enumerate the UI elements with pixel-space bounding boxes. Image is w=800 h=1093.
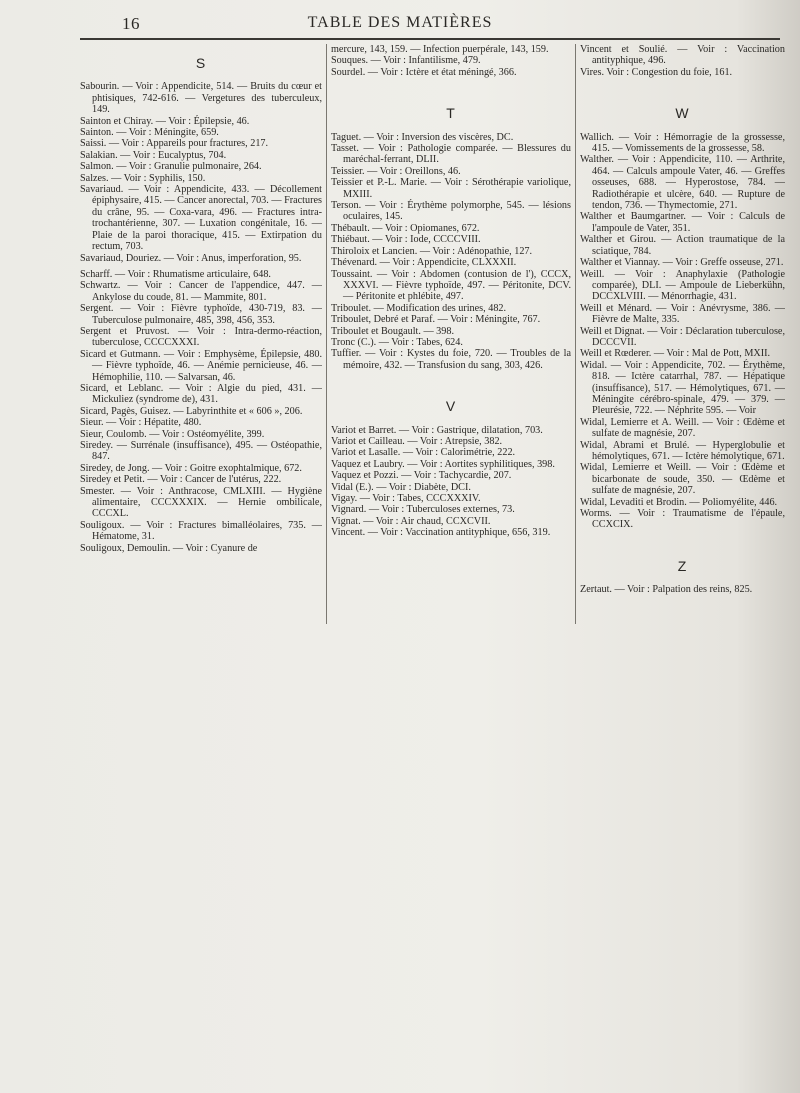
section-letter-heading: T [446, 105, 456, 122]
index-entry: Vires. Voir : Congestion du foie, 161. [580, 66, 733, 78]
index-entry: Toussaint. — Voir : Abdomen (contusion de l'), CCCX, XXXVI. — Fièvre typhoïde, 497. — Péritonite, DCV. — Péritonite et phlébite, 497. [331, 268, 571, 303]
section-spacer [580, 78, 785, 94]
index-column-1 [80, 44, 322, 554]
index-entry: Widal, Lemierre et A. Weill. — Voir : Œdème et sulfate de magnésie, 207. [580, 416, 785, 440]
index-entry: Vaquez et Pozzi. — Voir : Tachycardie, 207. [331, 470, 512, 482]
index-entry: Salmon. — Voir : Granulie pulmonaire, 264. [80, 161, 262, 173]
page-number: 16 [122, 14, 140, 33]
index-entry: Thévenard. — Voir : Appendicite, CLXXXII. [331, 257, 517, 269]
index-entry: Triboulet et Bougault. — 398. [331, 325, 455, 337]
section-letter-heading: V [445, 398, 457, 415]
index-entry: Siredey. — Surrénale (insuffisance), 495. — Ostéopathie, 847. [80, 440, 322, 463]
index-entry: Teissier et P.-L. Marie. — Voir : Sérothérapie variolique, MXIII. [331, 177, 571, 200]
index-entry: Siredey et Petit. — Voir : Cancer de l'utérus, 222. [80, 474, 282, 486]
index-entry: Sicard, et Leblanc. — Voir : Algie du pied, 431. — Mickuliez (syndrome de), 431. [80, 382, 322, 406]
index-entry: Teissier. — Voir : Oreillons, 46. [331, 165, 461, 177]
index-entry: Salakian. — Voir : Eucalyptus, 704. [80, 149, 227, 161]
index-entry: Vincent et Soulié. — Voir : Vaccination antityphique, 496. [580, 44, 785, 67]
index-entry: Walther. — Voir : Appendicite, 110. — Arthrite, 464. — Calculs ampoule Vater, 46. — Greffes osseuses, 688. — Hyperostose, 784. — Radiothérapie et ulcère, 640. — Rupture de tendon, 736. — Thymectomie, 271. [580, 154, 785, 212]
index-entry: Weill et Dignat. — Voir : Déclaration tuberculose, DCCCVII. [580, 325, 785, 348]
index-entry: Vincent. — Voir : Vaccination antityphique, 656, 319. [331, 527, 551, 539]
index-entry: Souligoux. — Voir : Fractures bimalléolaires, 735. — Hématome, 31. [80, 519, 322, 543]
index-entry: Zertaut. — Voir : Palpation des reins, 825. [580, 584, 753, 596]
index-entry: Triboulet, Debré et Paraf. — Voir : Méningite, 767. [331, 314, 541, 326]
index-entry: Vaquez et Laubry. — Voir : Aortites syphilitiques, 398. [331, 458, 555, 470]
index-entry: Triboulet. — Modification des urines, 482. [331, 302, 507, 314]
index-entry: Taguet. — Voir : Inversion des viscères, DC. [331, 131, 514, 143]
section-letter-heading: S [195, 55, 207, 71]
index-entry: Sergent et Pruvost. — Voir : Intra-dermo-réaction, tuberculose, CCCCXXXI. [80, 325, 322, 349]
index-entry: mercure, 143, 159. — Infection puerpérale, 143, 159. [331, 44, 549, 55]
index-entry: Souques. — Voir : Infantilisme, 479. [331, 55, 481, 67]
column-divider [326, 44, 327, 624]
index-entry: Terson. — Voir : Érythème polymorphe, 545. — lésions oculaires, 145. [331, 200, 571, 223]
index-entry: Widal. — Voir : Appendicite, 702. — Érythème, 818. — Ictère catarrhal, 787. — Hépatique (insuffisance), 517. — Hémolytiques, 671. — Méningite cérébro-spinale, 479. — 379. — Pleurésie, 722. — Néphrite 595. — Voir [580, 359, 785, 417]
index-entry: Vidal (E.). — Voir : Diabète, DCI. [331, 481, 471, 493]
section-spacer [331, 78, 571, 94]
index-entry: Sabourin. — Voir : Appendicite, 514. — Bruits du cœur et phtisiques, 742-616. — Vergetures des tuberculeux, 149. [80, 81, 322, 116]
section-letter-heading: Z [677, 557, 688, 574]
index-entry: Variot et Lasalle. — Voir : Calorimétrie, 222. [331, 447, 516, 459]
index-entry: Vignard. — Voir : Tuberculoses externes, 73. [331, 504, 515, 516]
index-entry: Walther et Girou. — Action traumatique de la sciatique, 784. [580, 234, 785, 257]
index-entry: Tuffier. — Voir : Kystes du foie, 720. — Troubles de la mémoire, 432. — Transfusion du sang, 303, 426. [331, 348, 571, 371]
index-entry: Walther et Viannay. — Voir : Greffe osseuse, 271. [580, 257, 784, 269]
running-head-title: TABLE DES MATIÈRES [307, 14, 493, 31]
index-entry: Smester. — Voir : Anthracose, CMLXIII. — Hygiène alimentaire, CCCXXXIX. — Hernie ombilicale, CCCXL. [80, 485, 322, 520]
index-entry: Vigay. — Voir : Tabes, CCCXXXIV. [331, 493, 481, 504]
index-column-2 [331, 44, 571, 539]
index-entry: Wallich. — Voir : Hémorragie de la grossesse, 415. — Vomissements de la grossesse, 58. [580, 131, 785, 155]
index-entry: Sicard et Gutmann. — Voir : Emphysème, Épilepsie, 480. — Fièvre typhoïde, 46. — Anémie pernicieuse, 46. — Hémophilie, 110. — Salvarsan, 46. [80, 348, 322, 383]
index-entry: Vignat. — Voir : Air chaud, CCXCVII. [331, 515, 491, 527]
index-entry: Scharff. — Voir : Rhumatisme articulaire, 648. [80, 268, 271, 280]
index-entry: Thébault. — Voir : Opiomanes, 672. [331, 222, 480, 234]
index-entry: Variot et Cailleau. — Voir : Atrepsie, 382. [331, 435, 503, 447]
index-entry: Weill et Rœderer. — Voir : Mal de Pott, MXII. [580, 348, 771, 360]
index-column-3 [580, 44, 785, 596]
index-entry: Widal, Abrami et Brulé. — Hyperglobulie et hémolytiques, 671. — Ictère hémolytique, 671. [580, 439, 785, 462]
index-entry: Widal, Lemierre et Weill. — Voir : Œdème et bicarbonate de soude, 350. — Œdème et sulfate de magnésie, 207. [580, 462, 785, 497]
index-entry: Widal, Levaditi et Brodin. — Poliomyélite, 446. [580, 496, 778, 508]
header-rule [80, 38, 780, 40]
index-entry: Siredey, de Jong. — Voir : Goitre exophtalmique, 672. [80, 462, 302, 474]
index-entry: Souligoux, Demoulin. — Voir : Cyanure de [80, 542, 258, 554]
index-entry: Sourdel. — Voir : Ictère et état méningé, 366. [331, 66, 517, 78]
index-entry: Tronc (C.). — Voir : Tabes, 624. [331, 336, 463, 348]
index-entry: Sieur. — Voir : Hépatite, 480. [80, 417, 202, 429]
index-entry: Schwartz. — Voir : Cancer de l'appendice, 447. — Ankylose du coude, 81. — Mammite, 801. [80, 280, 322, 303]
index-entry: Saissi. — Voir : Appareils pour fractures, 217. [80, 138, 269, 150]
index-entry: Sainton et Chiray. — Voir : Épilepsie, 46. [80, 115, 250, 127]
index-entry: Sainton. — Voir : Méningite, 659. [80, 127, 219, 139]
section-letter-heading: W [675, 105, 690, 122]
index-entry: Salzes. — Voir : Syphilis, 150. [80, 172, 206, 184]
index-entry: Walther et Baumgartner. — Voir : Calculs de l'ampoule de Vater, 351. [580, 211, 785, 234]
index-entry: Savariaud. — Voir : Appendicite, 433. — Décollement épiphysaire, 415. — Cancer anorectal, 703. — Fractures du crâne, 95. — Coxa-vara, 496. — Fractures intra-trochantérienne, 307. — Luxation congénitale, 16. — Plaie de la paroi thoracique, 415. — Extirpation du rectum, 703. [80, 184, 322, 253]
index-entry: Variot et Barret. — Voir : Gastrique, dilatation, 703. [331, 424, 543, 436]
index-entry: Savariaud, Douriez. — Voir : Anus, imperforation, 95. [80, 252, 302, 264]
index-entry: Weill. — Voir : Anaphylaxie (Pathologie comparée), DLI. — Ampoule de Lieberkühn, DCCXLVIII. — Ménorrhagie, 431. [580, 268, 785, 303]
index-entry: Sicard, Pagès, Guisez. — Labyrinthite et « 606 », 206. [80, 405, 303, 417]
index-entry: Sieur, Coulomb. — Voir : Ostéomyélite, 399. [80, 428, 265, 440]
column-divider [575, 44, 576, 624]
section-spacer [580, 531, 785, 547]
index-entry: Thiroloix et Lancien. — Voir : Adénopathie, 127. [331, 245, 533, 257]
index-entry: Thiébaut. — Voir : Iode, CCCCVIII. [331, 234, 481, 246]
index-entry: Worms. — Voir : Traumatisme de l'épaule, CCXCIX. [580, 508, 785, 531]
section-spacer [331, 371, 571, 387]
index-entry: Weill et Ménard. — Voir : Anévrysme, 386. — Fièvre de Malte, 335. [580, 302, 785, 326]
index-entry: Tasset. — Voir : Pathologie comparée. — Blessures du maréchal-ferrant, DLII. [331, 143, 571, 166]
index-entry: Sergent. — Voir : Fièvre typhoïde, 430-719, 83. — Tuberculose pulmonaire, 485, 398, 456, 353. [80, 303, 322, 326]
